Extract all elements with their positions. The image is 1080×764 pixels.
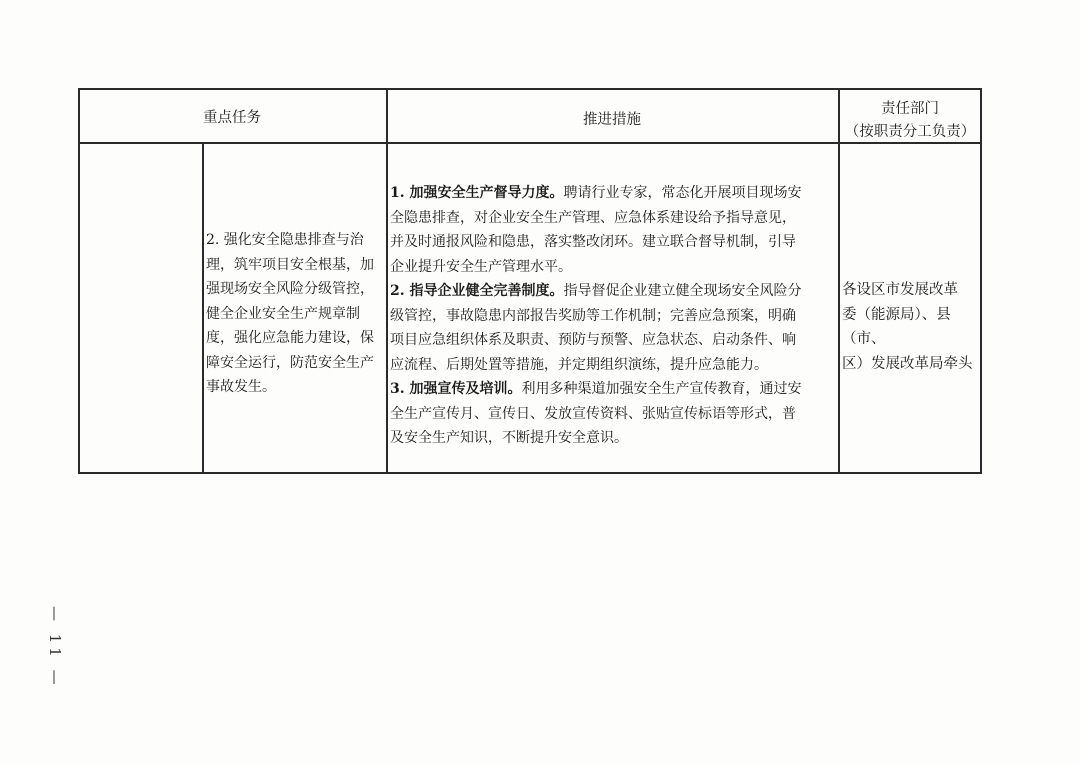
table-left-border xyxy=(78,88,80,473)
measure-line: 及安全生产知识，不断提升安全意识。 xyxy=(390,430,628,446)
measures-cell xyxy=(390,181,836,451)
measure-item-3 xyxy=(390,377,836,451)
subcolumn-divider xyxy=(202,143,204,473)
column-divider-measures xyxy=(838,88,840,473)
task-line: 2. 强化安全隐患排查与治 xyxy=(206,232,364,248)
task-table xyxy=(78,88,982,476)
measure-line: 全隐患排查，对企业安全生产管理、应急体系建设给予指导意见， xyxy=(390,209,796,226)
measure-title: 2. 指导企业健全完善制度。 xyxy=(390,283,564,299)
header-department-line1: 责任部门 xyxy=(881,101,939,117)
measure-title: 3. 加强宣传及培训。 xyxy=(390,381,522,397)
header-department-line2: （按职责分工负责） xyxy=(844,124,976,140)
department-line: 委（能源局）、县（市、 xyxy=(842,306,951,347)
header-task: 重点任务 xyxy=(203,110,261,126)
header-measures: 推进措施 xyxy=(583,112,641,128)
department-line: 区）发展改革局牵头 xyxy=(842,355,973,372)
table-bottom-border xyxy=(78,472,982,474)
table-top-border xyxy=(78,88,982,90)
task-cell xyxy=(206,228,386,400)
measure-line: 聘请行业专家，常态化开展项目现场安 xyxy=(563,185,802,201)
measure-line: 企业提升安全生产管理水平。 xyxy=(390,258,572,275)
task-line: 事故发生。 xyxy=(206,379,276,395)
task-line: 健全企业安全生产规章制 xyxy=(206,305,360,322)
task-line: 障安全运行，防范安全生产 xyxy=(206,354,374,371)
measure-line: 指导督促企业建立健全现场安全风险分 xyxy=(563,283,802,299)
column-divider-task xyxy=(386,88,388,473)
header-department xyxy=(838,98,982,144)
task-line: 度，强化应急能力建设，保 xyxy=(206,330,374,346)
page-number: — 11 — xyxy=(46,606,64,689)
measure-item-1 xyxy=(390,181,836,279)
measure-line: 应流程、后期处置等措施，并定期组织演练，提升应急能力。 xyxy=(390,356,768,373)
task-line: 强现场安全风险分级管控， xyxy=(206,281,374,297)
measure-line: 并及时通报风险和隐患，落实整改闭环。建立联合督导机制，引导 xyxy=(390,234,796,250)
department-line: 各设区市发展改革 xyxy=(842,282,958,298)
measure-title: 1. 加强安全生产督导力度。 xyxy=(390,185,564,201)
department-cell xyxy=(842,278,982,376)
measure-item-2 xyxy=(390,279,836,377)
measure-line: 级管控，事故隐患内部报告奖励等工作机制；完善应急预案，明确 xyxy=(390,307,796,324)
measure-line: 利用多种渠道加强安全生产宣传教育，通过安 xyxy=(521,381,802,397)
measure-line: 项目应急组织体系及职责、预防与预警、应急状态、启动条件、响 xyxy=(390,332,796,348)
task-line: 理，筑牢项目安全根基，加 xyxy=(206,256,374,273)
measure-line: 全生产宣传月、宣传日、发放宣传资料、张贴宣传标语等形式，普 xyxy=(390,405,796,422)
